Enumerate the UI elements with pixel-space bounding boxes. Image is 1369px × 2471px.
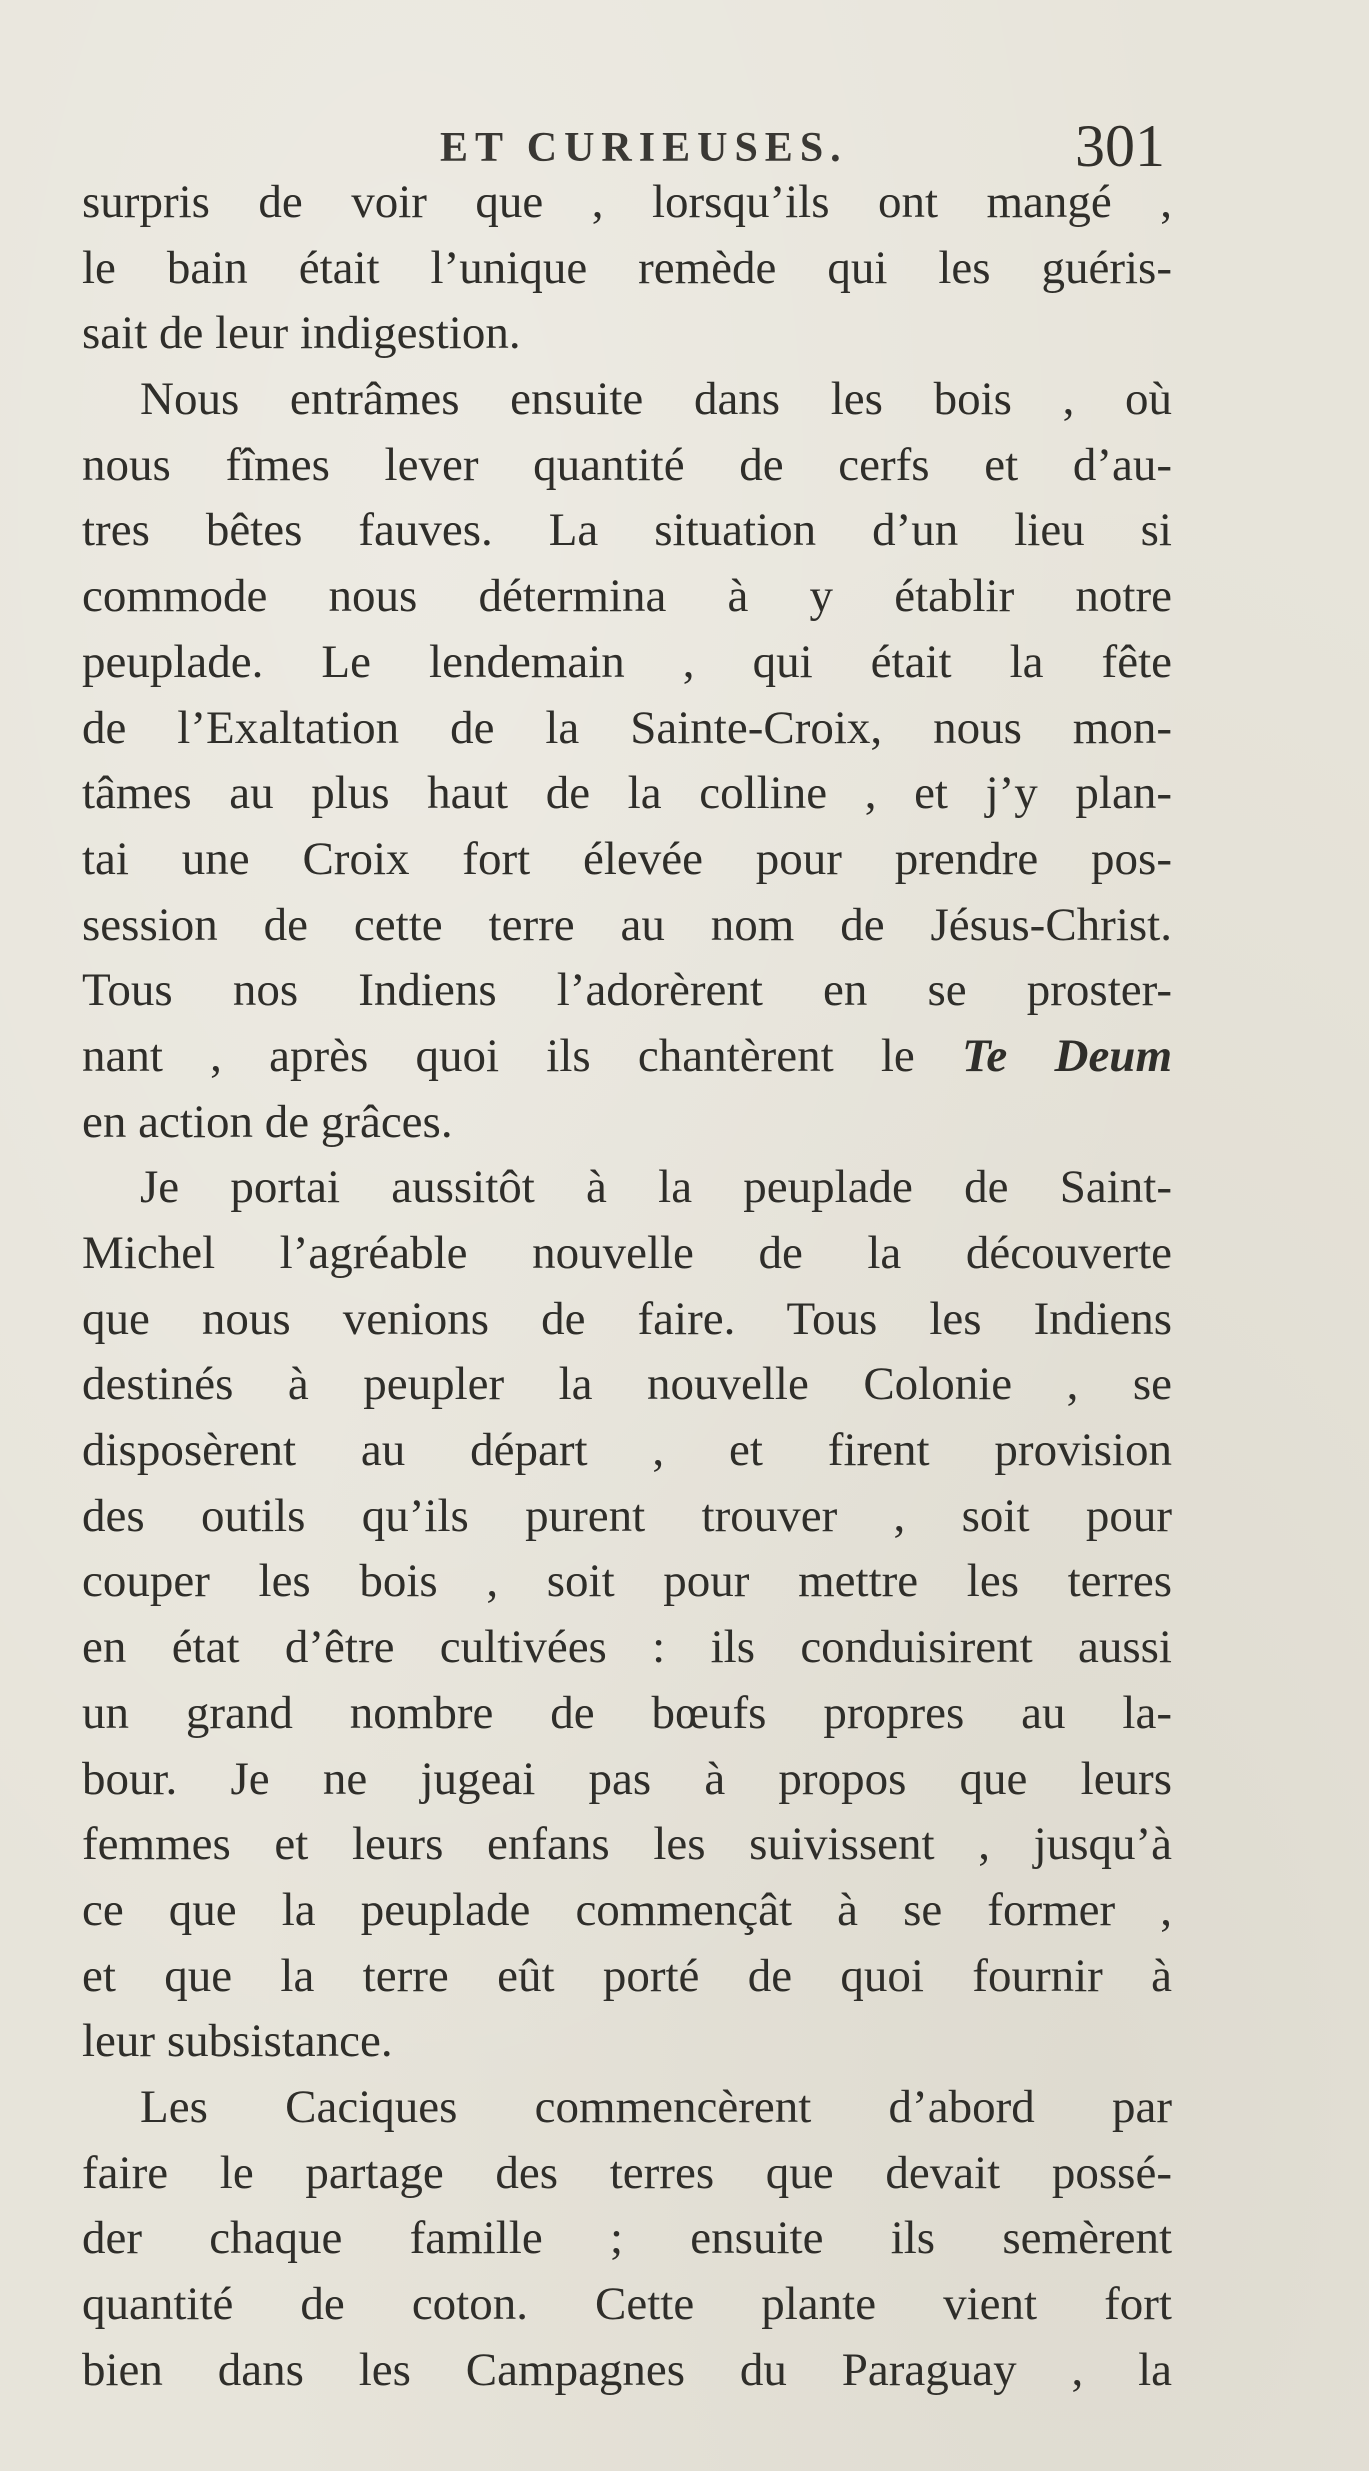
paragraph-first-line: Je portai aussitôt à la peuplade de Saint-: [140, 1161, 1172, 1214]
text-line: quantité de coton. Cette plante vient fort: [82, 2278, 1172, 2330]
text-segment: nant , après quoi ils chantèrent le: [82, 1029, 915, 1082]
text-line: Tous nos Indiens l’adorèrent en se proster-: [82, 964, 1172, 1017]
text-line: bour. Je ne jugeai pas à propos que leurs: [82, 1752, 1172, 1805]
text-line: de l’Exaltation de la Sainte-Croix, nous mon-: [82, 701, 1172, 754]
text-line: un grand nombre de bœufs propres au la-: [82, 1686, 1172, 1739]
text-line: ce que la peuplade commençât à se former ,: [82, 1883, 1172, 1936]
text-line: tai une Croix fort élevée pour prendre pos-: [82, 832, 1172, 885]
running-head: [0, 112, 1369, 179]
page-number: 301: [1075, 113, 1165, 179]
text-line: le bain était l’unique remède qui les guéris-: [82, 241, 1172, 294]
running-head-title: ET CURIEUSES.: [440, 125, 848, 171]
text-line: Michel l’agréable nouvelle de la découverte: [82, 1227, 1172, 1279]
text-line: tâmes au plus haut de la colline , et j’y plan-: [82, 767, 1172, 820]
text-line: [82, 1024, 1172, 1090]
text-line: femmes et leurs enfans les suivissent , jusqu’à: [82, 1818, 1172, 1871]
text-line: sait de leur indigestion.: [82, 307, 521, 360]
text-line: des outils qu’ils purent trouver , soit pour: [82, 1489, 1172, 1542]
text-line: que nous venions de faire. Tous les Indiens: [82, 1292, 1172, 1345]
paragraph-first-line: Nous entrâmes ensuite dans les bois , où: [140, 373, 1172, 426]
text-line: surpris de voir que , lorsqu’ils ont mangé ,: [82, 176, 1172, 228]
text-line: leur subsistance.: [82, 2015, 393, 2068]
text-line: der chaque famille ; ensuite ils semèrent: [82, 2212, 1172, 2265]
paragraph-first-line: Les Caciques commencèrent d’abord par: [140, 2080, 1172, 2133]
text-line: destinés à peupler la nouvelle Colonie , se: [82, 1358, 1172, 1411]
text-line: en état d’être cultivées : ils conduisirent aussi: [82, 1621, 1172, 1674]
text-line: commode nous détermina à y établir notre: [82, 570, 1172, 623]
text-line: et que la terre eût porté de quoi fournir à: [82, 1949, 1172, 2002]
text-line: bien dans les Campagnes du Paraguay , la: [82, 2343, 1172, 2396]
italic-te-deum: Te Deum: [962, 1029, 1172, 1082]
text-line: en action de grâces.: [82, 1095, 453, 1148]
text-line: disposèrent au départ , et firent provision: [82, 1424, 1172, 1477]
text-line: tres bêtes fauves. La situation d’un lieu si: [82, 504, 1172, 557]
text-line: peuplade. Le lendemain , qui était la fête: [82, 635, 1172, 688]
text-line: session de cette terre au nom de Jésus-Christ.: [82, 898, 1172, 951]
text-line: couper les bois , soit pour mettre les terres: [82, 1555, 1172, 1608]
text-line: nous fîmes lever quantité de cerfs et d’au-: [82, 438, 1172, 491]
body-text: [82, 170, 1172, 2403]
text-line: faire le partage des terres que devait possé-: [82, 2146, 1172, 2199]
